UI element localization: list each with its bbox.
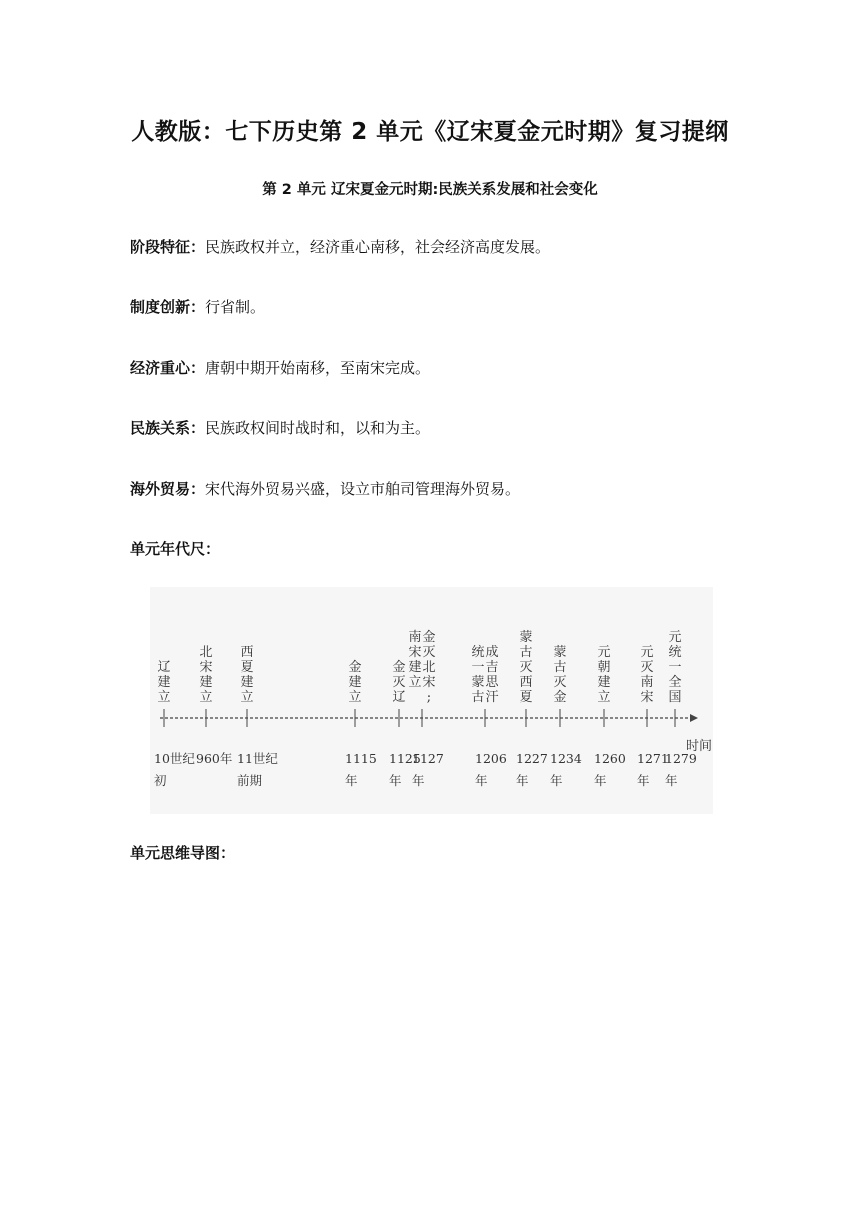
svg-text:960年: 960年 [196, 751, 233, 766]
timeline-date-label [154, 751, 195, 788]
timeline-figure [150, 587, 713, 814]
svg-text:建: 建 [597, 675, 611, 690]
svg-text:1279: 1279 [665, 751, 697, 766]
svg-text:夏: 夏 [519, 690, 533, 705]
svg-text:年: 年 [550, 773, 563, 788]
paragraph-text: 民族政权并立，经济重心南移，社会经济高度发展。 [205, 238, 551, 256]
paragraph-label: 阶段特征： [130, 238, 206, 256]
document-title: 人教版：七下历史第 2 单元《辽宋夏金元时期》复习提纲 [131, 119, 729, 145]
svg-text:夏: 夏 [240, 660, 254, 675]
timeline-date-label [594, 751, 626, 788]
timeline-event-label [597, 645, 610, 705]
svg-text:北: 北 [422, 660, 436, 675]
svg-text:思: 思 [485, 675, 499, 690]
svg-text:建: 建 [240, 675, 254, 690]
svg-text:建: 建 [408, 660, 422, 675]
paragraph-text: 宋代海外贸易兴盛，设立市舶司管理海外贸易。 [205, 480, 521, 498]
svg-text:宋: 宋 [199, 660, 213, 675]
svg-text:灭: 灭 [392, 675, 406, 690]
svg-text:金: 金 [553, 690, 567, 705]
timeline-event-label [157, 660, 170, 705]
timeline-event [408, 629, 443, 788]
svg-text:年: 年 [516, 773, 529, 788]
svg-text:一: 一 [471, 660, 485, 675]
paragraph-label: 经济重心： [130, 359, 206, 377]
svg-text:蒙: 蒙 [519, 630, 533, 645]
svg-text:灭: 灭 [422, 645, 436, 660]
svg-text:立: 立 [240, 690, 254, 705]
paragraph-overseas-trade [130, 479, 520, 499]
timeline-svg [150, 587, 713, 814]
svg-text:灭: 灭 [640, 660, 654, 675]
timeline-event [550, 644, 582, 788]
timeline-event-label [199, 645, 212, 705]
svg-text:初: 初 [154, 773, 167, 788]
timeline-date-label [237, 751, 278, 788]
svg-text:1271: 1271 [637, 751, 669, 766]
timeline-event-label [408, 629, 435, 705]
timeline-event-label [519, 629, 532, 705]
svg-text:成: 成 [485, 645, 499, 660]
timeline-event-label [553, 644, 566, 705]
svg-text:1227: 1227 [516, 751, 548, 766]
paragraph-label: 制度创新： [130, 298, 206, 316]
paragraph-ethnic-relations [130, 418, 430, 438]
svg-text:;: ; [426, 690, 432, 705]
svg-text:西: 西 [240, 645, 254, 660]
svg-text:立: 立 [348, 690, 362, 705]
svg-text:汗: 汗 [485, 690, 499, 705]
svg-text:年: 年 [412, 773, 425, 788]
svg-text:立: 立 [199, 690, 213, 705]
svg-text:1206: 1206 [475, 751, 507, 766]
svg-text:立: 立 [157, 690, 171, 705]
svg-text:建: 建 [157, 675, 171, 690]
timeline-date-label [475, 751, 507, 788]
svg-text:元: 元 [640, 645, 654, 660]
timeline-event [471, 644, 506, 788]
paragraph-text: 行省制。 [205, 298, 266, 316]
svg-text:年: 年 [345, 773, 358, 788]
timeline-event [345, 659, 377, 788]
timeline-date-label [665, 751, 697, 788]
paragraph-label: 民族关系： [130, 419, 206, 437]
svg-text:金: 金 [392, 660, 406, 675]
svg-text:吉: 吉 [485, 660, 499, 675]
svg-text:古: 古 [519, 645, 533, 660]
timeline-heading: 单元年代尺： [130, 540, 221, 558]
paragraph-text: 民族政权间时战时和，以和为主。 [205, 419, 431, 437]
timeline-event [665, 630, 697, 788]
timeline-event [594, 645, 626, 788]
paragraph-economic-center [130, 358, 430, 378]
paragraph-system-innovation [130, 297, 265, 317]
svg-text:朝: 朝 [597, 660, 611, 675]
timeline-arrow-icon [690, 714, 698, 722]
svg-text:前期: 前期 [237, 773, 263, 788]
svg-text:宋: 宋 [422, 675, 436, 690]
timeline-event [637, 645, 669, 788]
svg-text:年: 年 [475, 773, 488, 788]
svg-text:年: 年 [594, 773, 607, 788]
paragraph-label: 海外贸易： [130, 480, 206, 498]
svg-text:古: 古 [471, 690, 485, 705]
svg-text:全: 全 [668, 675, 682, 690]
svg-text:古: 古 [553, 660, 567, 675]
svg-text:1234: 1234 [550, 751, 582, 766]
paragraph-stage-features [130, 237, 550, 257]
svg-text:建: 建 [199, 675, 213, 690]
timeline-event-label [348, 659, 361, 705]
svg-text:辽: 辽 [392, 690, 406, 705]
timeline-event-label [471, 644, 499, 705]
svg-text:10世纪: 10世纪 [154, 751, 195, 766]
svg-text:国: 国 [668, 690, 682, 705]
timeline-event [154, 660, 195, 788]
timeline-date-label [516, 751, 548, 788]
timeline-event-label [392, 659, 405, 705]
svg-text:年: 年 [637, 773, 650, 788]
svg-text:南: 南 [408, 630, 422, 645]
paragraph-text: 唐朝中期开始南移，至南宋完成。 [205, 359, 431, 377]
svg-text:立: 立 [597, 690, 611, 705]
svg-text:年: 年 [665, 773, 678, 788]
svg-text:北: 北 [199, 645, 213, 660]
svg-text:1115: 1115 [345, 751, 377, 766]
svg-text:南: 南 [640, 675, 654, 690]
svg-text:统: 统 [471, 645, 485, 660]
svg-text:灭: 灭 [519, 660, 533, 675]
mindmap-heading: 单元思维导图： [130, 844, 236, 862]
timeline-event-label [668, 630, 681, 705]
timeline-event [516, 629, 548, 788]
svg-text:1260: 1260 [594, 751, 626, 766]
timeline-event-label [240, 645, 253, 705]
svg-text:宋: 宋 [408, 645, 422, 660]
svg-text:统: 统 [668, 645, 682, 660]
svg-text:蒙: 蒙 [471, 675, 485, 690]
svg-text:11世纪: 11世纪 [237, 751, 278, 766]
svg-text:1127: 1127 [412, 751, 444, 766]
svg-text:蒙: 蒙 [553, 645, 567, 660]
svg-text:辽: 辽 [157, 660, 171, 675]
svg-text:元: 元 [597, 645, 611, 660]
svg-text:西: 西 [519, 675, 533, 690]
svg-text:立: 立 [408, 675, 422, 690]
unit-subtitle: 第 2 单元 辽宋夏金元时期:民族关系发展和社会变化 [262, 182, 598, 198]
svg-text:年: 年 [389, 773, 402, 788]
timeline-date-label [412, 751, 444, 788]
svg-text:元: 元 [668, 630, 682, 645]
svg-text:金: 金 [348, 660, 362, 675]
svg-text:一: 一 [668, 660, 682, 675]
svg-text:金: 金 [422, 630, 436, 645]
svg-text:宋: 宋 [640, 690, 654, 705]
svg-text:1125: 1125 [389, 751, 421, 766]
timeline-event [237, 645, 278, 788]
timeline-date-label [345, 751, 377, 788]
timeline-axis-label: 时间 [686, 739, 713, 754]
timeline-date-label [196, 751, 232, 766]
svg-text:建: 建 [348, 675, 362, 690]
timeline-event-label [640, 645, 653, 705]
timeline-date-label [550, 751, 582, 788]
timeline-event [196, 645, 232, 766]
svg-text:灭: 灭 [553, 675, 567, 690]
